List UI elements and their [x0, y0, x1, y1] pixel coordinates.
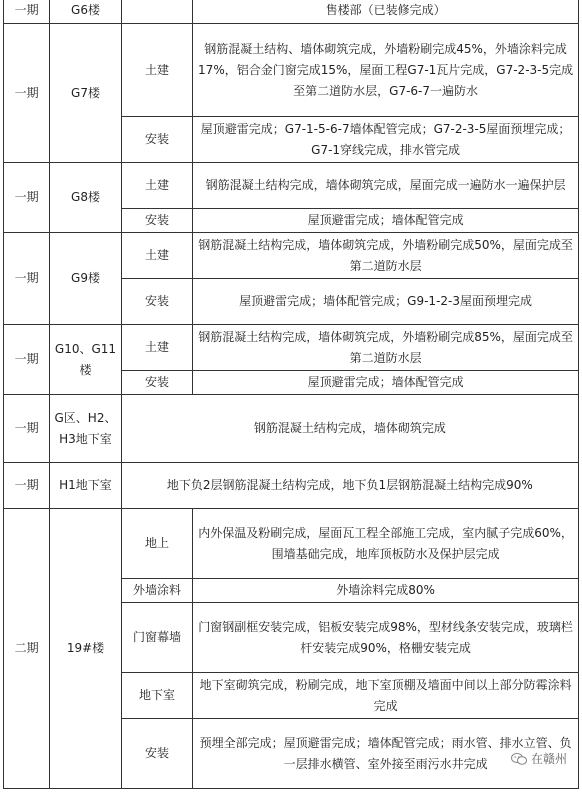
description-cell: 地下室砌筑完成，粉刷完成，地下室顶棚及墙面中间以上部分防霉涂料完成 — [193, 673, 579, 719]
table-row — [4, 509, 579, 579]
category-cell: 安装 — [121, 209, 192, 233]
category-cell: 外墙涂料 — [121, 579, 192, 603]
category-cell: 安装 — [121, 117, 192, 163]
description-cell: 门窗钢副框安装完成，铝板安装完成98%，型材线条安装完成，玻璃栏杆安装完成90%，格栅安装完成 — [193, 603, 579, 673]
category-cell: 土建 — [121, 325, 192, 371]
building-cell: G8楼 — [50, 163, 121, 233]
category-cell: 土建 — [121, 233, 192, 279]
phase-cell: 一期 — [4, 0, 50, 24]
description-cell: 地下负2层钢筋混凝土结构完成，地下负1层钢筋混凝土结构完成90% — [121, 463, 578, 509]
table-row — [4, 0, 579, 24]
category-cell: 安装 — [121, 279, 192, 325]
category-cell: 地上 — [121, 509, 192, 579]
description-cell: 钢筋混凝土结构完成，墙体砌筑完成 — [121, 395, 578, 463]
watermark — [508, 749, 570, 768]
table-row — [4, 163, 579, 209]
description-cell: 售楼部（已装修完成） — [193, 0, 579, 24]
building-cell: G区、H2、H3地下室 — [50, 395, 121, 463]
category-cell: 地下室 — [121, 673, 192, 719]
wechat-icon — [511, 753, 527, 765]
description-cell: 钢筋混凝土结构完成，墙体砌筑完成，外墙粉刷完成50%，屋面完成至第二道防水层 — [193, 233, 579, 279]
building-cell: 19#楼 — [50, 509, 121, 789]
phase-cell: 一期 — [4, 463, 50, 509]
category-cell — [121, 0, 192, 24]
building-cell: G10、G11楼 — [50, 325, 121, 395]
phase-cell: 二期 — [4, 509, 50, 789]
building-cell: H1地下室 — [50, 463, 121, 509]
building-cell: G9楼 — [50, 233, 121, 325]
description-cell: 屋顶避雷完成；墙体配管完成；G9-1-2-3屋面预埋完成 — [193, 279, 579, 325]
description-cell: 外墙涂料完成80% — [193, 579, 579, 603]
description-cell: 屋顶避雷完成；墙体配管完成 — [193, 209, 579, 233]
table-row — [4, 325, 579, 371]
building-cell: G6楼 — [50, 0, 121, 24]
category-cell: 土建 — [121, 24, 192, 117]
table-row — [4, 233, 579, 279]
phase-cell: 一期 — [4, 395, 50, 463]
description-cell: 钢筋混凝土结构、墙体砌筑完成，外墙粉刷完成45%，外墙涂料完成17%，铝合金门窗完成15%，屋面工程G7-1瓦片完成，G7-2-3-5完成至第二道防水层，G7-6-7一遍防水 — [193, 24, 579, 117]
description-cell: 预埋全部完成；屋顶避雷完成；墙体配管完成；雨水管、排水立管、负一层排水横管、室外接至雨污水井完成 — [193, 719, 579, 789]
table-row — [4, 463, 579, 509]
description-cell: 钢筋混凝土结构完成，墙体砌筑完成，外墙粉刷完成85%，屋面完成至第二道防水层 — [193, 325, 579, 371]
watermark-text: 在赣州 — [530, 752, 567, 766]
description-cell: 钢筋混凝土结构完成，墙体砌筑完成，屋面完成一遍防水一遍保护层 — [193, 163, 579, 209]
category-cell: 土建 — [121, 163, 192, 209]
category-cell: 门窗幕墙 — [121, 603, 192, 673]
building-cell: G7楼 — [50, 24, 121, 163]
description-cell: 屋顶避雷完成；G7-1-5-6-7墙体配管完成；G7-2-3-5屋面预埋完成；G7-1穿线完成，排水管完成 — [193, 117, 579, 163]
table-row — [4, 24, 579, 117]
progress-table — [3, 0, 579, 789]
table-row — [4, 395, 579, 463]
description-cell: 屋顶避雷完成；墙体配管完成 — [193, 371, 579, 395]
description-cell: 内外保温及粉刷完成，屋面瓦工程全部施工完成，室内腻子完成60%，围墙基础完成，地库顶板防水及保护层完成 — [193, 509, 579, 579]
category-cell: 安装 — [121, 371, 192, 395]
phase-cell: 一期 — [4, 163, 50, 233]
phase-cell: 一期 — [4, 325, 50, 395]
category-cell: 安装 — [121, 719, 192, 789]
phase-cell: 一期 — [4, 233, 50, 325]
phase-cell: 一期 — [4, 24, 50, 163]
